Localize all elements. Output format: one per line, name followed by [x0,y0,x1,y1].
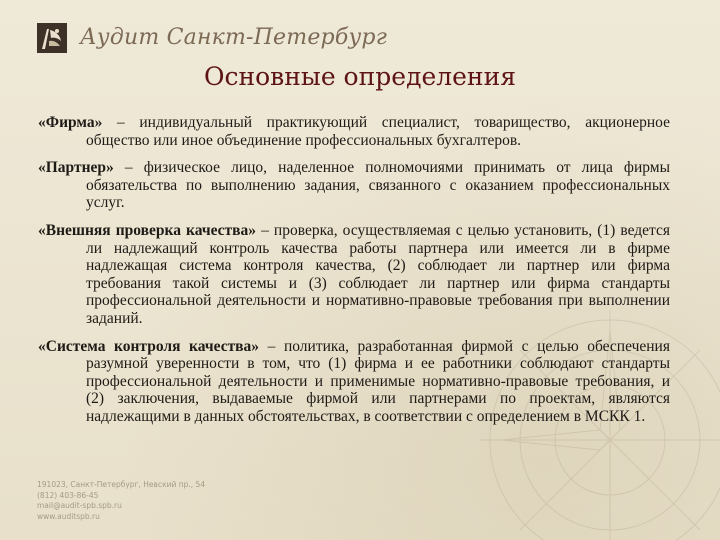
definition-term: «Партнер» [38,159,114,177]
footer-email: mail@audit-spb.spb.ru [37,501,122,510]
definition-term: «Система контроля качества» [38,337,260,355]
definition-external-review [38,222,670,328]
definition-text: – индивидуальный практикующий специалист, товарищество, акционерное общество или иное объединение профессиональных бухгалтеров. [86,114,670,149]
footer-address: 191023, Санкт-Петербург, Невский пр., 54 [37,480,206,489]
definition-text: – проверка, осуществляемая с целью установить, (1) ведется ли надлежащий контроль качества работы партнера или имеется ли в фирме надлежащая система контроля качества, (2) соблюдает ли партнер или фирма требования такой системы и (3) соблюдает ли партнер или фирма стандарты профессиональной деятельности и нормативно-правовые требования при выполнении заданий. [86,221,670,327]
footer-website: www.auditspb.ru [37,511,100,521]
definition-firm [38,114,670,149]
definition-term: «Фирма» [38,114,103,131]
definition-text: – физическое лицо, наделенное полномочиями принимать от лица фирмы обязательства по выполнению задания, связанного с оказанием профессиональных услуг. [86,159,670,212]
brand-name: Аудит Санкт-Петербург [80,25,388,50]
definition-term: «Внешняя проверка качества» [38,221,257,239]
definition-quality-control-system [38,338,670,426]
footer-contacts [37,480,205,522]
page-title: Основные определения [203,62,517,91]
definition-text: – политика, разработанная фирмой с целью обеспечения разумной уверенности в том, что (1) фирма и ее работники соблюдают стандарты профессиональной деятельности и применимые нормативно-правовые требования, и (2) заключения, выдаваемые фирмой или партнерами по проектам, являются надлежащими в данных обстоятельствах, в соответствии с определением в МСКК 1. [86,337,670,425]
coat-of-arms-icon [36,22,68,54]
definition-partner [38,159,670,212]
definitions-list [38,114,670,436]
footer-phone: (812) 403-86-45 [37,490,99,500]
